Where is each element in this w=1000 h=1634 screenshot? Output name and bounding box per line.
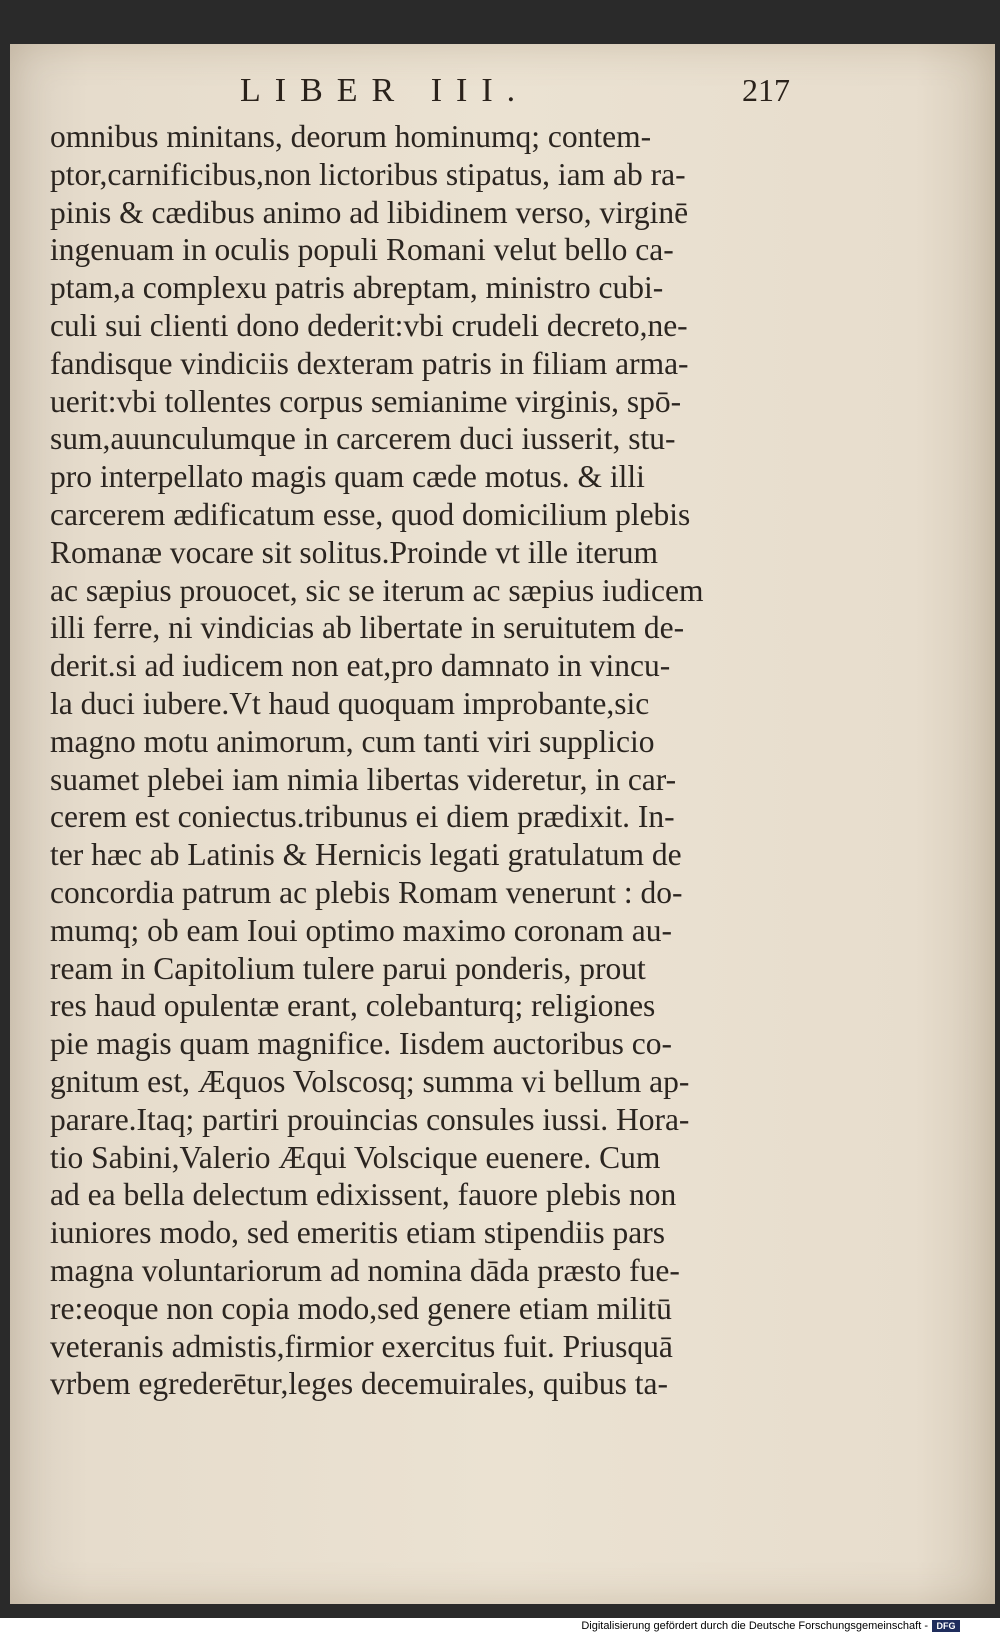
text-line: derit.si ad iudicem non eat,pro damnato in vincu-	[50, 648, 671, 684]
text-line: tio Sabini,Valerio Æqui Volscique euenere. Cum	[50, 1139, 661, 1175]
text-line: iuniores modo, sed emeritis etiam stipendiis pars	[50, 1215, 666, 1251]
text-line: pie magis quam magnifice. Iisdem auctoribus co-	[50, 1026, 672, 1062]
running-head	[230, 72, 790, 112]
text-line: sum,auunculumque in carcerem duci iusserit, stu-	[50, 421, 676, 457]
text-line: omnibus minitans, deorum hominumq; contem-	[50, 119, 652, 154]
text-line: gnitum est, Æquos Volscosq; summa vi bellum ap-	[50, 1063, 690, 1099]
footer-credit	[581, 1619, 960, 1634]
text-line: Romanæ vocare sit solitus.Proinde vt ille iterum	[50, 534, 659, 570]
text-line: ter hæc ab Latinis & Hernicis legati gratulatum de	[50, 837, 682, 873]
text-line: la duci iubere.Vt haud quoquam improbante,sic	[50, 685, 650, 721]
text-line: fandisque vindiciis dexteram patris in filiam arma-	[50, 345, 689, 381]
page-number: 217	[742, 72, 790, 108]
dfg-logo-icon: DFG	[932, 1620, 960, 1632]
text-line: magna voluntariorum ad nomina dāda præsto fue-	[50, 1252, 680, 1288]
text-line: culi sui clienti dono dederit:vbi crudeli decreto,ne-	[50, 307, 688, 343]
text-line: concordia patrum ac plebis Romam venerunt : do-	[50, 874, 683, 910]
text-line: veteranis admistis,firmior exercitus fuit. Priusquā	[50, 1328, 673, 1364]
body-text	[50, 118, 795, 1403]
text-line: cerem est coniectus.tribunus ei diem prædixit. In-	[50, 799, 675, 835]
text-line: magno motu animorum, cum tanti viri supplicio	[50, 723, 655, 759]
text-line: mumq; ob eam Ioui optimo maximo coronam au-	[50, 912, 673, 948]
text-line: re:eoque non copia modo,sed genere etiam militū	[50, 1290, 672, 1326]
text-line: parare.Itaq; partiri prouincias consules iussi. Hora-	[50, 1101, 690, 1137]
text-line: res haud opulentæ erant, colebanturq; religiones	[50, 988, 656, 1024]
text-line: vrbem egrederētur,leges decemuirales, quibus ta-	[50, 1366, 668, 1402]
funding-credit-text: Digitalisierung gefördert durch die Deutsche Forschungsgemeinschaft -	[581, 1620, 928, 1632]
text-line: ingenuam in oculis populi Romani velut bello ca-	[50, 232, 674, 268]
text-line: ptor,carnificibus,non lictoribus stipatus, iam ab ra-	[50, 156, 686, 192]
text-line: carcerem ædificatum esse, quod domicilium plebis	[50, 496, 691, 532]
text-line: pinis & cædibus animo ad libidinem verso, virginē	[50, 194, 689, 230]
text-line: ac sæpius prouocet, sic se iterum ac sæpius iudicem	[50, 572, 704, 608]
text-line: ream in Capitolium tulere parui ponderis, prout	[50, 950, 646, 986]
running-title: LIBER III.	[240, 72, 530, 109]
text-line: suamet plebei iam nimia libertas videretur, in car-	[50, 761, 677, 797]
text-line: uerit:vbi tollentes corpus semianime virginis, spō-	[50, 383, 682, 419]
text-line: ad ea bella delectum edixissent, fauore plebis non	[50, 1177, 677, 1213]
text-line: ptam,a complexu patris abreptam, ministro cubi-	[50, 270, 664, 306]
text-line: pro interpellato magis quam cæde motus. & illi	[50, 459, 645, 495]
text-line: illi ferre, ni vindicias ab libertate in seruitutem de-	[50, 610, 685, 646]
